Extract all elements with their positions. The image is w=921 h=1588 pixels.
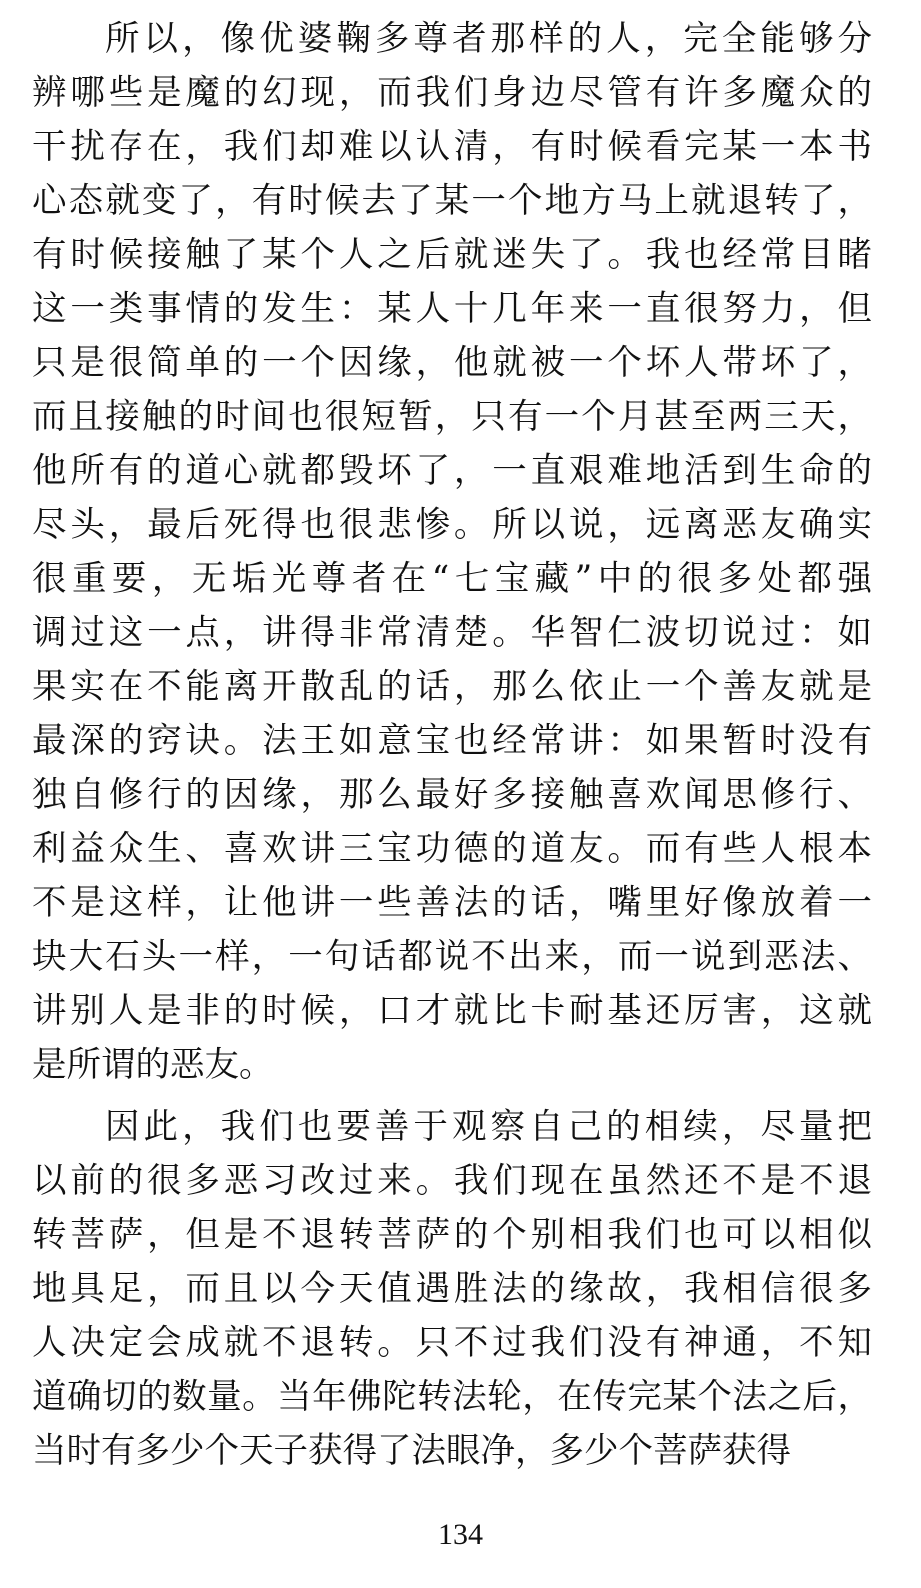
text-line: 讲别人是非的时候，口才就比卡耐基还厉害，这就 — [32, 991, 872, 1031]
page-number: 134 — [438, 1518, 483, 1551]
text-line: 地具足，而且以今天值遇胜法的缘故，我相信很多 — [32, 1269, 872, 1309]
paragraph-gap — [32, 1092, 872, 1100]
text-line: 辨哪些是魔的幻现，而我们身边尽管有许多魔众的 — [32, 73, 872, 113]
body-text — [32, 12, 872, 1478]
text-line: 所以，像优婆鞠多尊者那样的人，完全能够分 — [105, 19, 872, 59]
text-line: 道确切的数量。当年佛陀转法轮，在传完某个法之后， — [32, 1377, 872, 1417]
text-line: 以前的很多恶习改过来。我们现在虽然还不是不退 — [32, 1161, 872, 1201]
text-line: 这一类事情的发生：某人十几年来一直很努力，但 — [32, 289, 872, 329]
text-line: 不是这样，让他讲一些善法的话，嘴里好像放着一 — [32, 883, 872, 923]
text-line: 块大石头一样，一句话都说不出来，而一说到恶法、 — [32, 937, 872, 977]
text-line: 而且接触的时间也很短暂，只有一个月甚至两三天， — [32, 397, 872, 437]
text-line: 人决定会成就不退转。只不过我们没有神通，不知 — [32, 1323, 872, 1363]
text-line: 转菩萨，但是不退转菩萨的个别相我们也可以相似 — [32, 1215, 872, 1255]
text-line: 独自修行的因缘，那么最好多接触喜欢闻思修行、 — [32, 775, 872, 815]
text-line: 因此，我们也要善于观察自己的相续，尽量把 — [105, 1107, 872, 1147]
text-line: 当时有多少个天子获得了法眼净，多少个菩萨获得 — [32, 1431, 791, 1471]
text-line: 很重要，无垢光尊者在“七宝藏”中的很多处都强 — [32, 559, 872, 599]
text-line: 他所有的道心就都毁坏了，一直艰难地活到生命的 — [32, 451, 872, 491]
text-line: 调过这一点，讲得非常清楚。华智仁波切说过：如 — [32, 613, 872, 653]
text-line: 最深的窍诀。法王如意宝也经常讲：如果暂时没有 — [32, 721, 872, 761]
paragraph — [32, 1100, 872, 1478]
text-line: 利益众生、喜欢讲三宝功德的道友。而有些人根本 — [32, 829, 872, 869]
text-line: 干扰存在，我们却难以认清，有时候看完某一本书 — [32, 127, 872, 167]
text-line: 只是很简单的一个因缘，他就被一个坏人带坏了， — [32, 343, 872, 383]
text-line: 有时候接触了某个人之后就迷失了。我也经常目睹 — [32, 235, 872, 275]
paragraph — [32, 12, 872, 1092]
text-line: 果实在不能离开散乱的话，那么依止一个善友就是 — [32, 667, 872, 707]
text-line: 尽头，最后死得也很悲惨。所以说，远离恶友确实 — [32, 505, 872, 545]
text-line: 心态就变了，有时候去了某一个地方马上就退转了， — [32, 181, 872, 221]
text-line: 是所谓的恶友。 — [32, 1045, 274, 1085]
